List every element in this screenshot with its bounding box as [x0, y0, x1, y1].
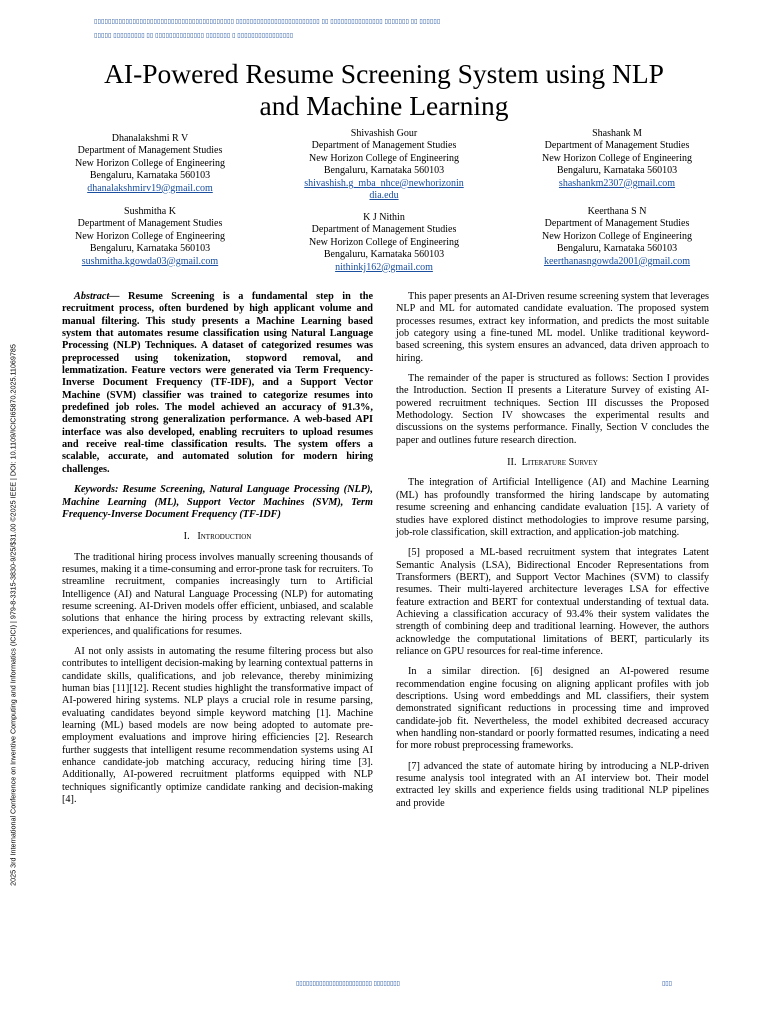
author-city: Bengaluru, Karnataka 560103 — [556, 243, 678, 255]
author-college: New Horizon College of Engineering — [309, 152, 459, 164]
doi-sidebar — [2, 275, 24, 955]
title-line-1: AI-Powered Resume Screening System using NLP — [104, 58, 664, 89]
author-email[interactable]: shivashish.g_mba_nhce@newhorizonin — [304, 177, 464, 189]
section-heading-introduction — [62, 531, 373, 543]
abstract — [62, 291, 373, 476]
author-email-continued[interactable]: dia.edu — [369, 190, 399, 202]
section-heading-literature-survey — [396, 457, 709, 469]
paragraph: The traditional hiring process involves manually screening thousands of resumes, making it a time-consuming and error-prone task for recruiters. To streamline recruitment, companies increasingly turn to Artificial Intelligence (AI) and Natural Language Processing (NLP) for automating resume screening. AI-Driven models offer efficient, unbiased, and scalable solutions that enhance the hiring process by extracting relevant skills, experiences, and qualifications for resumes. — [62, 551, 373, 637]
author-name: Shivashish Gour — [350, 128, 418, 139]
doi-sidebar-text: 2025 3rd International Conference on Inventive Computing and Informatics (ICICI) | 979-8-3315-3830-9/25/$31.00 ©2025 IEEE | DOI: 10.1109/ICICI65870.2025.11069785 — [8, 344, 18, 886]
author-dept: Department of Management Studies — [77, 145, 223, 157]
author-college: New Horizon College of Engineering — [75, 157, 225, 169]
left-column — [62, 291, 373, 814]
conference-header-line-1: ▯▯▯▯▯▯▯▯▯▯▯▯▯▯▯▯▯▯▯▯▯▯▯▯▯▯▯▯▯▯▯▯▯▯▯▯▯▯▯▯ ▯▯▯▯▯▯▯▯▯▯▯▯▯▯▯▯▯▯▯▯▯▯▯▯ ▯▯ ▯▯▯▯▯▯▯▯▯▯▯▯▯▯▯ ▯▯▯▯▯▯▯ ▯▯ ▯▯▯▯▯▯ — [94, 19, 441, 25]
paragraph: This paper presents an AI-Driven resume screening system that leverages NLP and ML for automated candidate evaluation. The proposed system processes resumes, extract key information, and predicts the most suitable job category using a fine-tuned ML model. Unlike traditional keyword-based screening, this system ensures an advanced, data driven approach to hiring. — [396, 291, 709, 364]
author-name: Dhanalakshmi R V — [111, 133, 189, 144]
paragraph: The integration of Artificial Intelligence (AI) and Machine Learning (ML) has profoundly transformed the hiring landscape by automating resume screening and enhancing candidate evaluation [15]. A variety of studies have explored distinct methodologies to improve resume parsing, job-role classification, skill extraction, and application-job matching. — [396, 477, 709, 538]
right-column — [396, 291, 709, 818]
paragraph: [5] proposed a ML-based recruitment system that integrates Latent Semantic Analysis (LSA), Bidirectional Encoder Representations from Transformers (BERT), and Support Vector Machines (SVM) to classify resumes. Their multi-layered architecture leverages LSA for effective feature extraction and BERT for contextual understanding of textual data. Achieving a classification accuracy of 93.4% their system validates the strength of combining deep and traditional learning. However, the authors acknowledge the computational limitations of BERT, particularly its reliance on GPU resources for real-time inference. — [396, 547, 709, 657]
author-dept: Department of Management Studies — [544, 140, 690, 152]
footer-right: ▯▯▯ — [662, 981, 672, 987]
section-number: II. — [507, 457, 517, 469]
section-title: Introduction — [197, 531, 252, 543]
author-name: Shashank M — [592, 128, 642, 139]
footer-left: ▯▯▯▯▯▯▯▯▯▯▯▯▯▯▯▯▯▯▯▯▯▯▯ ▯▯▯▯▯▯▯▯ — [296, 981, 400, 987]
author-email[interactable]: sushmitha.kgowda03@gmail.com — [81, 255, 219, 267]
paper-title — [40, 58, 728, 122]
author-email[interactable]: keerthanasngowda2001@gmail.com — [543, 255, 691, 267]
author-block-4 — [30, 206, 270, 268]
paragraph: AI not only assists in automating the resume filtering process but also contributes to intelligent decision-making by learning contextual patterns in candidate skills, qualifications, and job relevance, thereby minimizing human bias [11][12]. Recent studies highlight the transformative impact of AI-powered hiring systems. NLP plays a crucial role in resume parsing, evaluating candidates beyond simple keyword matching [1]. Machine learning (ML) based models are now being adopted to automate pre-employment evaluations and improve hiring efficiencies [2]. Research further suggests that intelligent resume recommendation systems using AI enhance candidate-job matching accuracy, reducing hiring time [3]. Additionally, AI-powered recruitment platforms equipped with NLP techniques significantly optimize candidate ranking and decision-making [4]. — [62, 645, 373, 806]
author-city: Bengaluru, Karnataka 560103 — [323, 249, 445, 261]
abstract-lead: Abstract— — [74, 291, 120, 302]
paragraph: In a similar direction. [6] designed an AI-powered resume recommendation engine focusing on aligning applicant profiles with job descriptions. Using word embeddings and ML classifiers, their system demonstrated significant reductions in processing time and improved candidate-job fit. Nevertheless, the model exhibited decreased accuracy when handling non-standard or poorly formatted resumes, indicating a need for more robust preprocessing frameworks. — [396, 666, 709, 752]
author-college: New Horizon College of Engineering — [542, 230, 692, 242]
author-college: New Horizon College of Engineering — [309, 236, 459, 248]
author-email[interactable]: shashankm2307@gmail.com — [558, 177, 676, 189]
section-number: I. — [183, 531, 190, 543]
paragraph: [7] advanced the state of automate hiring by introducing a NLP-driven resume analysis tool integrated with an AI interview bot. Their model extracted ley skills and experience fields using traditional NLP pipelines and provide — [396, 760, 709, 809]
author-city: Bengaluru, Karnataka 560103 — [556, 165, 678, 177]
author-name: Sushmitha K — [124, 206, 176, 217]
author-block-3 — [497, 128, 737, 190]
author-college: New Horizon College of Engineering — [542, 152, 692, 164]
author-block-2 — [264, 128, 504, 202]
author-college: New Horizon College of Engineering — [75, 230, 225, 242]
author-dept: Department of Management Studies — [77, 218, 223, 230]
author-block-1 — [30, 133, 270, 195]
conference-header-line-2: ▯▯▯▯▯ ▯▯▯▯▯▯▯▯▯ ▯▯ ▯▯▯▯▯▯▯▯▯▯▯▯▯▯ ▯▯▯▯▯▯▯ ▯ ▯▯▯▯▯▯▯▯▯▯▯▯▯▯▯▯ — [94, 33, 294, 39]
keywords: Keywords: Resume Screening, Natural Language Processing (NLP), Machine Learning (ML), Support Vector Machines (SVM), Term Frequency-Inverse Document Frequency (TF-IDF) — [62, 484, 373, 520]
author-email[interactable]: dhanalakshmirv19@gmail.com — [87, 182, 213, 194]
author-block-5 — [264, 212, 504, 274]
author-dept: Department of Management Studies — [544, 218, 690, 230]
author-dept: Department of Management Studies — [311, 140, 457, 152]
author-block-6 — [497, 206, 737, 268]
author-name: Keerthana S N — [587, 206, 647, 217]
author-city: Bengaluru, Karnataka 560103 — [89, 243, 211, 255]
section-title: Literature Survey — [521, 457, 598, 469]
paragraph: The remainder of the paper is structured as follows: Section I provides the Introduction. Section II presents a Literature Survey of existing AI-powered recruitment techniques. Section III discusses the Proposed Methodology. Section IV showcases the experimental results and discussions on the systems performance. Finally, Section V concludes the paper and outlines future research direction. — [396, 373, 709, 446]
author-email[interactable]: nithinkj162@gmail.com — [335, 261, 433, 273]
author-city: Bengaluru, Karnataka 560103 — [89, 170, 211, 182]
abstract-body: Resume Screening is a fundamental step in the recruitment process, often burdened by high applicant volume and manual filtering. This study presents a Machine Learning based system that automates resume classification using Natural Language Processing (NLP) Techniques. A dataset of categorized resumes was preprocessed using tokenization, stopword removal, and lemmatization. Feature vectors were generated via Term Frequency-Inverse Document Frequency (TF-IDF), and a Support Vector Machine (SVM) classifier was trained to categorize resumes into predefined job roles. The model achieved an accuracy of 91.3%, demonstrating strong generalization performance. A web-based API interface was also developed, enabling recruiters to upload resumes and receive real-time classification results. The system offers a scalable, accurate, and automated solution for modern hiring challenges. — [62, 291, 373, 475]
author-city: Bengaluru, Karnataka 560103 — [323, 165, 445, 177]
author-dept: Department of Management Studies — [311, 224, 457, 236]
title-line-2: and Machine Learning — [259, 90, 509, 121]
author-name: K J Nithin — [363, 212, 405, 223]
